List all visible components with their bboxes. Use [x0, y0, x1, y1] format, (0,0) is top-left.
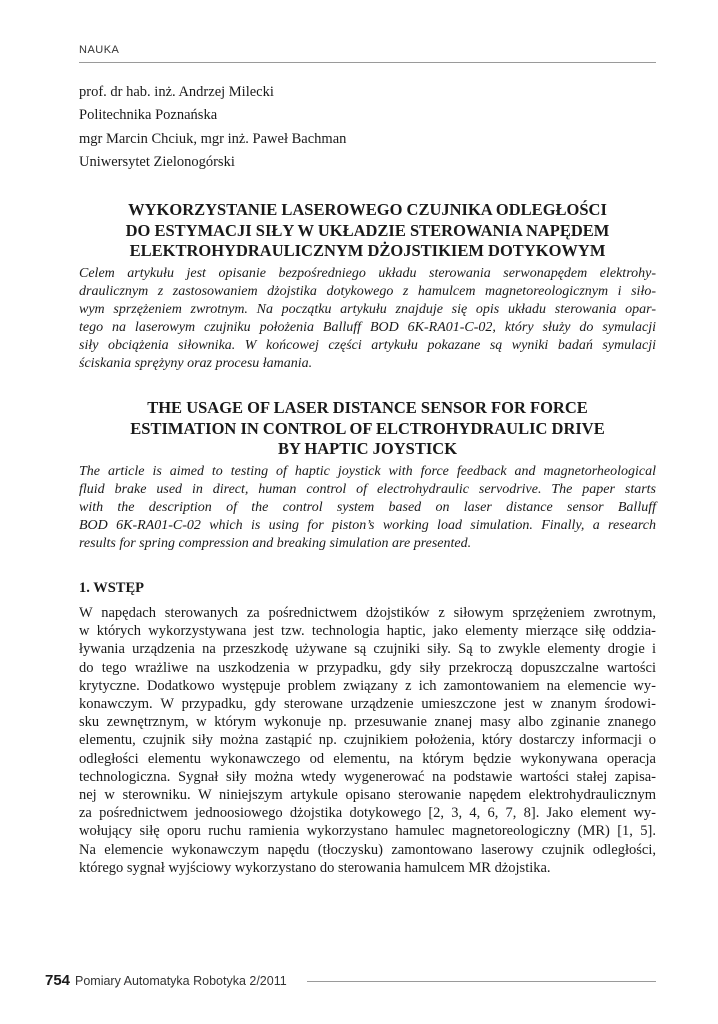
- abstract-english: [79, 463, 656, 553]
- paragraph-line: Na elemencie wykonawczym napędu (tłoczysku) zamontowano laserowy czujnik odległości,: [79, 841, 656, 858]
- title-polish: [79, 200, 656, 262]
- abstract-line: wym sprzężeniem zwrotnym. Na początku artykułu znajduje się opis układu sterowania opar-: [79, 302, 656, 318]
- paragraph-line: W napędach sterowanych za pośrednictwem dżojstików z siłowym sprzężeniem zwrotnym,: [79, 605, 656, 621]
- section-heading: 1. WSTĘP: [79, 580, 145, 596]
- paragraph-line: ływania urządzenia na przeszkodę używane są czujniki siły. Są to zwykle elementy drogie i: [79, 641, 656, 658]
- section-body: [79, 604, 656, 877]
- abstract-line: fluid brake used in direct, human control of electrohydraulic servodrive. The paper starts: [79, 482, 656, 498]
- title-line: ELEKTROHYDRAULICZNYM DŻOJSTIKIEM DOTYKOWYM: [129, 241, 606, 260]
- abstract-line: with the description of the control system based on laser distance sensor Balluff: [79, 500, 656, 516]
- abstract-line: The article is aimed to testing of haptic joystick with force feedback and magnetorheological: [79, 464, 656, 479]
- paragraph-line: w których wykorzystywana jest tzw. technologia haptic, jako elementy mierzące siłę oddzia-: [79, 623, 656, 640]
- paragraph-line: odległości elementu wykonawczego od elementu, na którym będzie wykonywana operacja: [79, 750, 656, 767]
- abstract-line: draulicznym z zastosowaniem dżojstika dotykowego z hamulcem magnetoreologicznym i siło-: [79, 284, 656, 300]
- page-number: 754: [45, 972, 71, 989]
- title-english: [79, 398, 656, 460]
- author-line: mgr Marcin Chciuk, mgr inż. Paweł Bachman: [79, 130, 347, 147]
- paragraph-line: konawczym. W przypadku, gdy sterowane urządzenie umieszczone jest w znanym środowi-: [79, 696, 656, 713]
- paragraph-line: nej w sterowniku. W niniejszym artykule opisano sterowanie napędem elektrohydraulicznym: [79, 787, 656, 804]
- paragraph-line: sku zewnętrznym, w którym wykonuje np. przesuwanie znanej masy albo zginanie znanego: [79, 714, 656, 731]
- affiliation-line: Politechnika Poznańska: [79, 107, 218, 124]
- journal-name: Pomiary Automatyka Robotyka 2/2011: [75, 974, 287, 988]
- title-line: THE USAGE OF LASER DISTANCE SENSOR FOR FORCE: [147, 398, 588, 417]
- section-tag: NAUKA: [79, 44, 120, 56]
- abstract-polish: [79, 265, 656, 374]
- paragraph-line: którego sygnał wyjściowy wykorzystano do sterowania hamulcem MR dżojstika.: [79, 859, 551, 876]
- paragraph-line: krytyczne. Dodatkowo występuje problem związany z ich zamontowaniem na elemencie wy-: [79, 677, 656, 694]
- paragraph-line: elementu, czujnik siły można zastąpić np. czujnikiem położenia, który dostarczy informacji o: [79, 732, 656, 749]
- title-line: ESTIMATION IN CONTROL OF ELCTROHYDRAULIC DRIVE: [130, 418, 605, 438]
- author-line: prof. dr hab. inż. Andrzej Milecki: [79, 84, 274, 100]
- author-block: [79, 81, 659, 175]
- paragraph-line: wołujący siłę oporu ruchu ramienia wykorzystano hamulec magnetoreologiczny (MR) [1, 5].: [79, 823, 656, 840]
- abstract-line: BOD 6K-RA01-C-02 which is using for piston’s working load simulation. Finally, a research: [79, 518, 656, 534]
- abstract-line: results for spring compression and breaking simulation are presented.: [79, 536, 472, 552]
- paragraph-line: technologiczna. Sygnał siły można wtedy wygenerować na podstawie wartości stałej zapisa-: [79, 768, 656, 785]
- title-line: WYKORZYSTANIE LASEROWEGO CZUJNIKA ODLEGŁOŚCI: [128, 200, 607, 219]
- page-footer: [45, 970, 656, 994]
- header-rule: [79, 62, 656, 63]
- title-line: BY HAPTIC JOYSTICK: [277, 439, 458, 458]
- paragraph-line: do tego wrażliwe na uszkodzenia w przypadku, gdy siły przekroczą dopuszczalne wartości: [79, 659, 656, 676]
- title-line: DO ESTYMACJI SIŁY W UKŁADZIE STEROWANIA NAPĘDEM: [125, 220, 610, 240]
- abstract-line: siły obciążenia siłownika. W końcowej części artykułu pokazane są wyniki badań symulacji: [79, 338, 656, 354]
- affiliation-line: Uniwersytet Zielonogórski: [79, 154, 235, 171]
- abstract-line: tego na laserowym czujniku położenia Balluff BOD 6K-RA01-C-02, który służy do symulacji: [79, 320, 656, 336]
- abstract-line: Celem artykułu jest opisanie bezpośredniego układu sterowania serwonapędem elektrohy-: [79, 266, 656, 281]
- footer-rule: [307, 981, 656, 982]
- paragraph-line: za pośrednictwem jednoosiowego dżojstika dotykowego [2, 3, 4, 6, 7, 8]. Jako element wy-: [79, 805, 656, 822]
- abstract-line: ściskania sprężyny oraz procesu łamania.: [79, 356, 313, 372]
